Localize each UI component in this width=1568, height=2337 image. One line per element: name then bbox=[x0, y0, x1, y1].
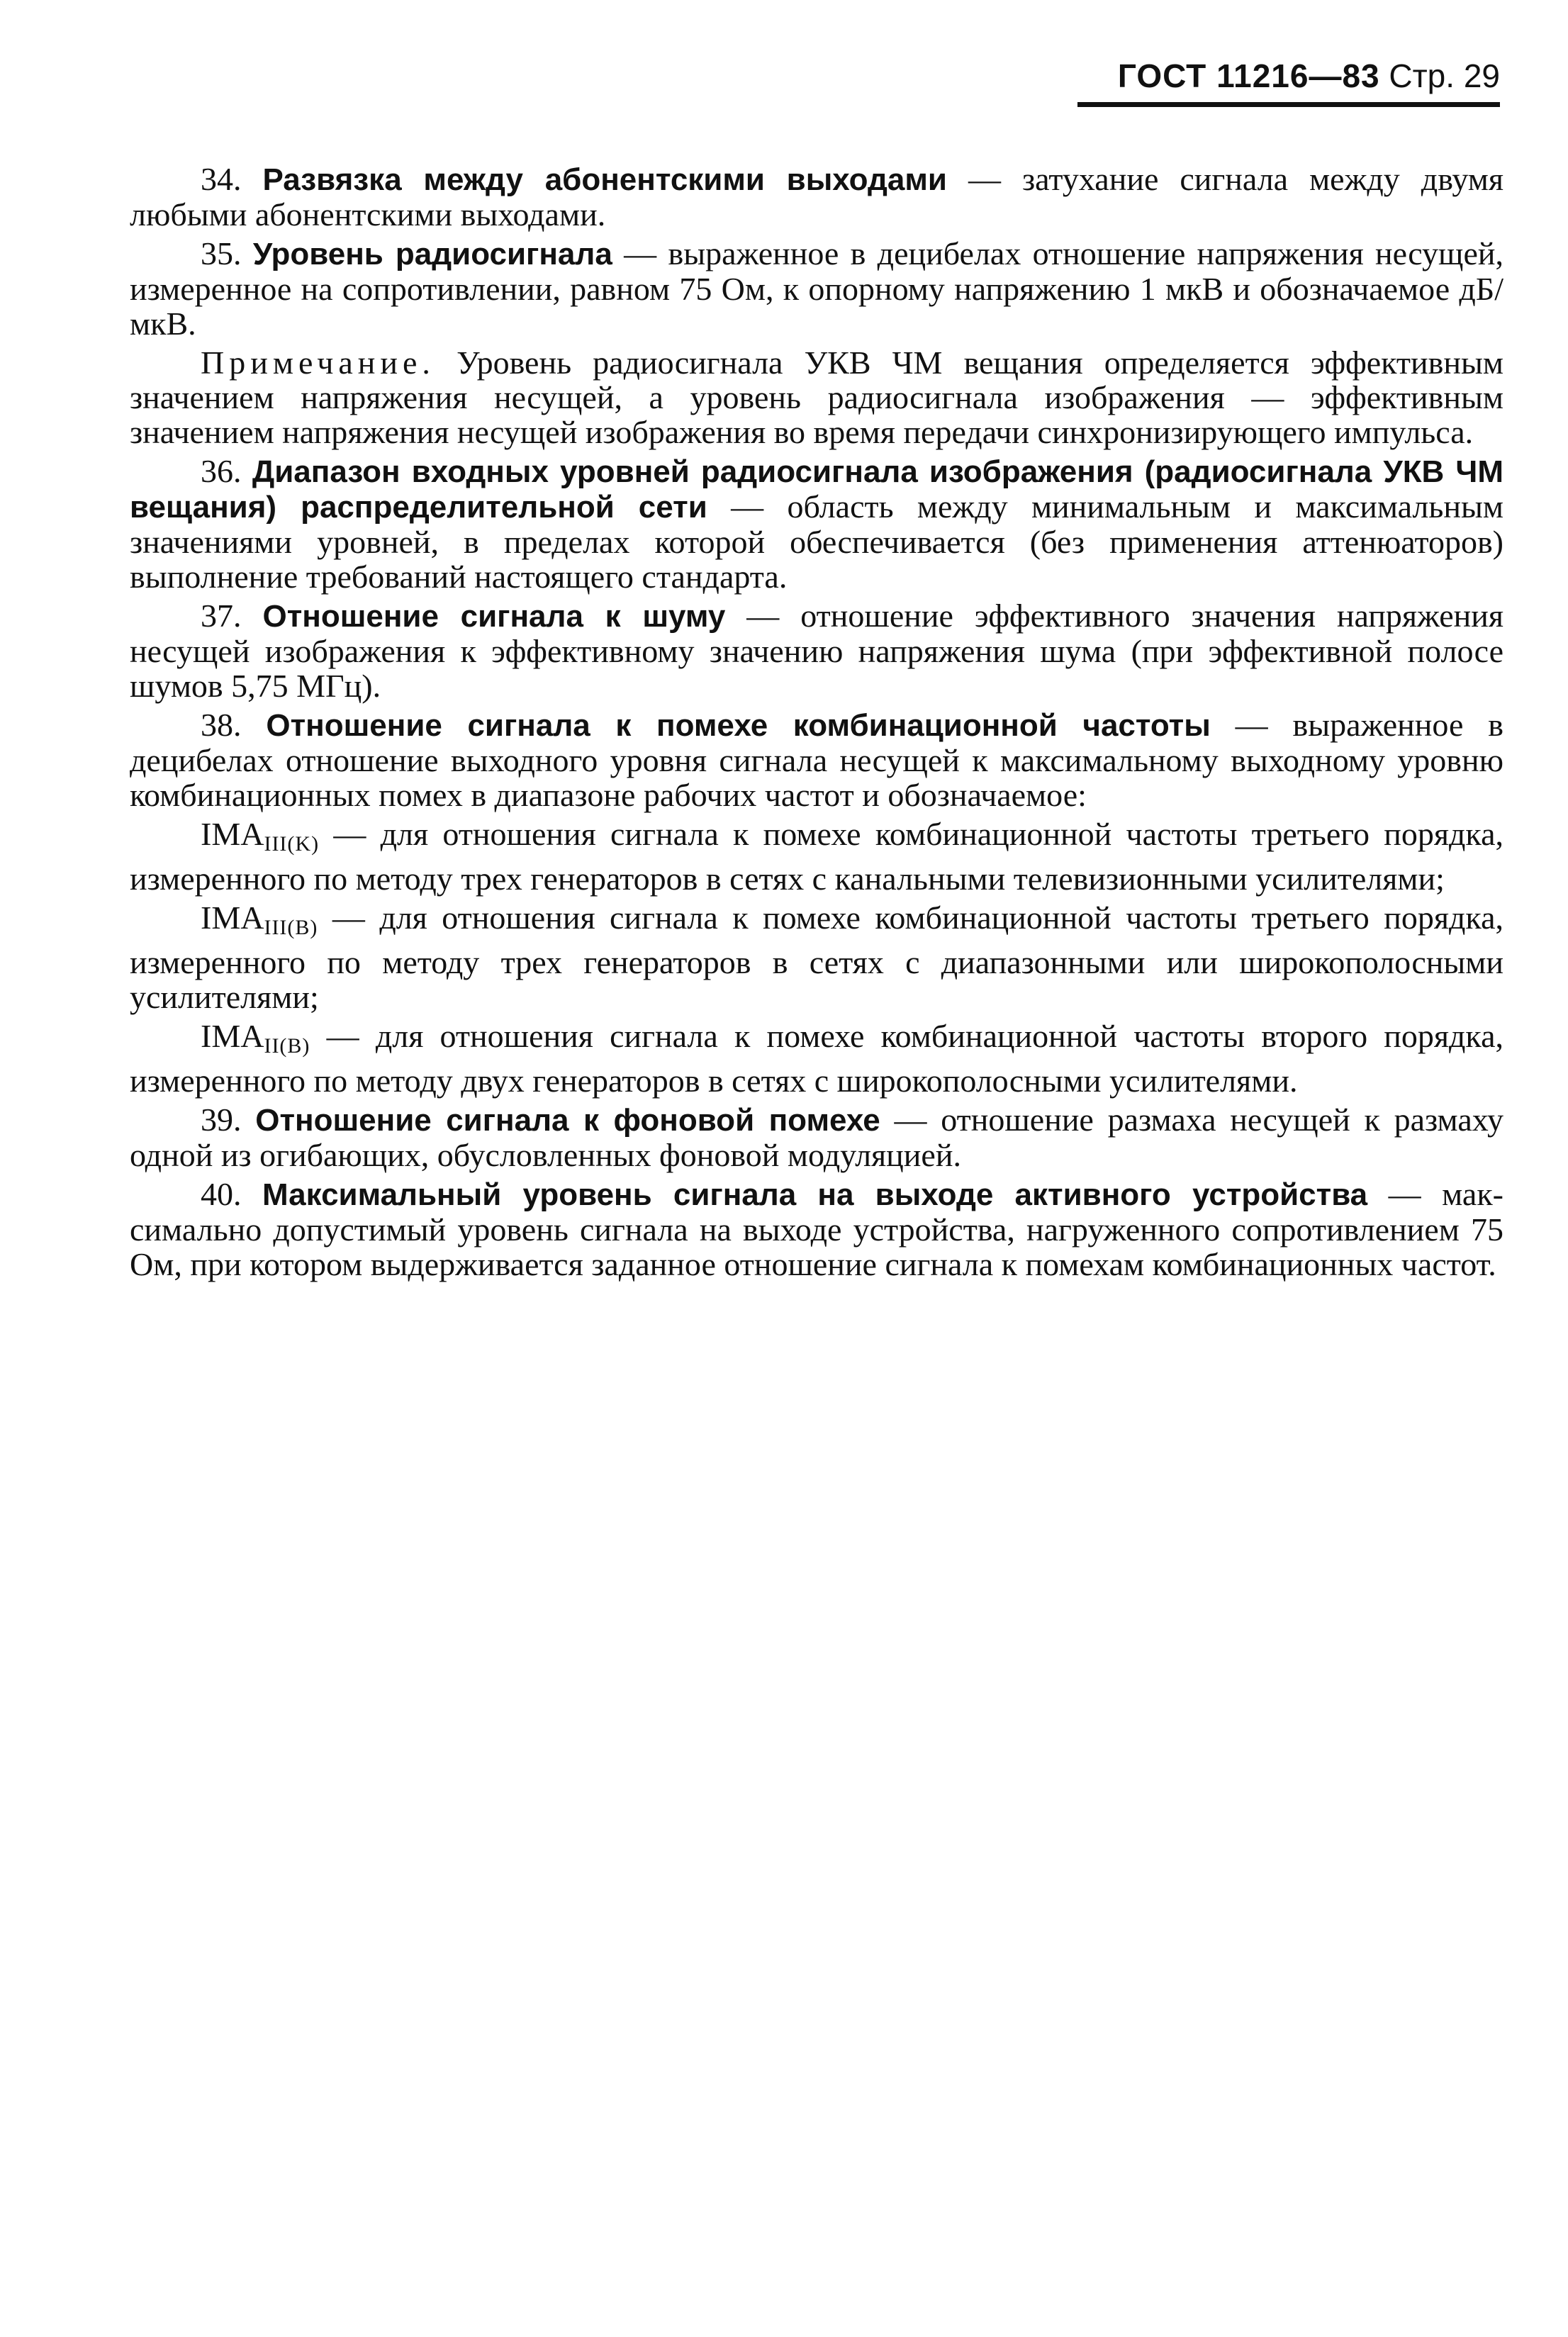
dash: — bbox=[612, 235, 668, 271]
definition-text: отношение эффективного значения напряжения несущей изображения к эффективному значению напряжения шума (при эффективной полосе шумов 5,75 МГц). bbox=[130, 598, 1504, 704]
dash: — bbox=[1210, 707, 1293, 743]
dash: — bbox=[946, 161, 1022, 197]
clause-number: 38. bbox=[201, 707, 242, 743]
page-number: Стр. 29 bbox=[1389, 57, 1500, 94]
dash: — bbox=[319, 816, 381, 852]
definition-text: отношение размаха несущей к размаху одной из огибающих, обусловленных фоновой модуляцией. bbox=[130, 1102, 1503, 1173]
dash: — bbox=[725, 598, 801, 634]
imd-item-iii-k bbox=[130, 817, 1503, 896]
definition-38 bbox=[130, 707, 1503, 812]
term: Диапазон входных уровней радиосигнала изображения (радиосигнала УКВ ЧМ вещания) распределительной сети bbox=[130, 454, 1503, 525]
symbol-subscript: III(K) bbox=[264, 832, 320, 856]
definition-text: затухание сигнала между двумя любыми абонентскими выходами. bbox=[130, 161, 1504, 232]
term: Отношение сигнала к шуму bbox=[262, 599, 726, 634]
term: Развязка между абонентскими выходами bbox=[262, 162, 947, 197]
definition-text: для отношения сигнала к помехе комбинационной частоты третьего порядка, измеренного по методу трех генераторов в сетях с канальными телевизионными усилителями; bbox=[130, 816, 1503, 897]
symbol: IMA bbox=[201, 1018, 264, 1054]
term: Отношение сигнала к фоновой помехе bbox=[255, 1103, 880, 1138]
symbol: IMA bbox=[201, 816, 264, 852]
definition-36 bbox=[130, 454, 1503, 594]
symbol-subscript: III(B) bbox=[264, 916, 318, 939]
note-text: Уровень радиосигнала УКВ ЧМ вещания определяется эффективным значением напряжения несущей, а уровень радиосигнала изображения — эффективным значением напряжения несущей изображения во время передачи синхронизирующего импульса. bbox=[130, 344, 1504, 450]
clause-number: 35. bbox=[201, 235, 242, 271]
note bbox=[130, 345, 1503, 449]
definition-35 bbox=[130, 236, 1503, 341]
definition-text: выраженное в децибелах отношение напряжения несущей, измеренное на сопротивлении, равном 75 Ом, к опорному напряжению 1 мкВ и обозначаемое дБ/мкВ. bbox=[130, 235, 1504, 342]
clause-number: 34. bbox=[201, 161, 242, 197]
clause-number: 39. bbox=[201, 1102, 242, 1138]
term: Отношение сигнала к помехе комбинационной частоты bbox=[266, 708, 1211, 743]
term: Максимальный уровень сигнала на выходе активного устройства bbox=[262, 1177, 1368, 1212]
imd-item-ii-b bbox=[130, 1019, 1503, 1098]
page-header bbox=[1077, 55, 1500, 107]
definition-text: для отношения сигнала к помехе комбинационной частоты второго порядка, измеренного по методу двух генераторов в сетях с широкополосными усилителями. bbox=[130, 1018, 1504, 1099]
definition-34 bbox=[130, 162, 1503, 232]
dash: — bbox=[880, 1102, 941, 1138]
standard-designation: ГОСТ 11216—83 bbox=[1117, 57, 1380, 94]
definition-37 bbox=[130, 598, 1503, 703]
definition-text: область между минимальным и максимальным значениями уровней, в пределах которой обеспечивается (без применения аттенюаторов) выполнение требований настоящего стандарта. bbox=[130, 488, 1503, 595]
dash: — bbox=[1367, 1176, 1443, 1212]
clause-number: 37. bbox=[201, 598, 242, 634]
imd-item-iii-b bbox=[130, 900, 1503, 1014]
definition-40 bbox=[130, 1177, 1503, 1282]
dash: — bbox=[310, 1018, 376, 1054]
definition-text: максимально допустимый уровень сигнала на выходе устройства, нагруженного сопротивлением 75 Ом, при котором выдерживается заданное отношение сигнала к помехам комбинационных частот. bbox=[130, 1176, 1503, 1282]
document-body bbox=[130, 162, 1503, 1286]
note-label: Примечание. bbox=[201, 344, 435, 381]
symbol-subscript: II(B) bbox=[264, 1034, 310, 1058]
definition-text: выраженное в децибелах отношение выходного уровня сигнала несущей к максимальному выходному уровню комбинационных помех в диапазоне рабочих частот и обозначаемое: bbox=[130, 707, 1503, 813]
clause-number: 36. bbox=[201, 453, 242, 489]
symbol: IMA bbox=[201, 900, 264, 936]
dash: — bbox=[707, 488, 788, 525]
term: Уровень радиосигнала bbox=[252, 237, 612, 271]
dash: — bbox=[318, 900, 380, 936]
definition-text: для отношения сигнала к помехе комбинационной частоты третьего порядка, измеренного по методу трех генераторов в сетях с диапазонными или широкополосными усилителями; bbox=[130, 900, 1503, 1015]
clause-number: 40. bbox=[201, 1176, 242, 1212]
definition-39 bbox=[130, 1102, 1503, 1172]
